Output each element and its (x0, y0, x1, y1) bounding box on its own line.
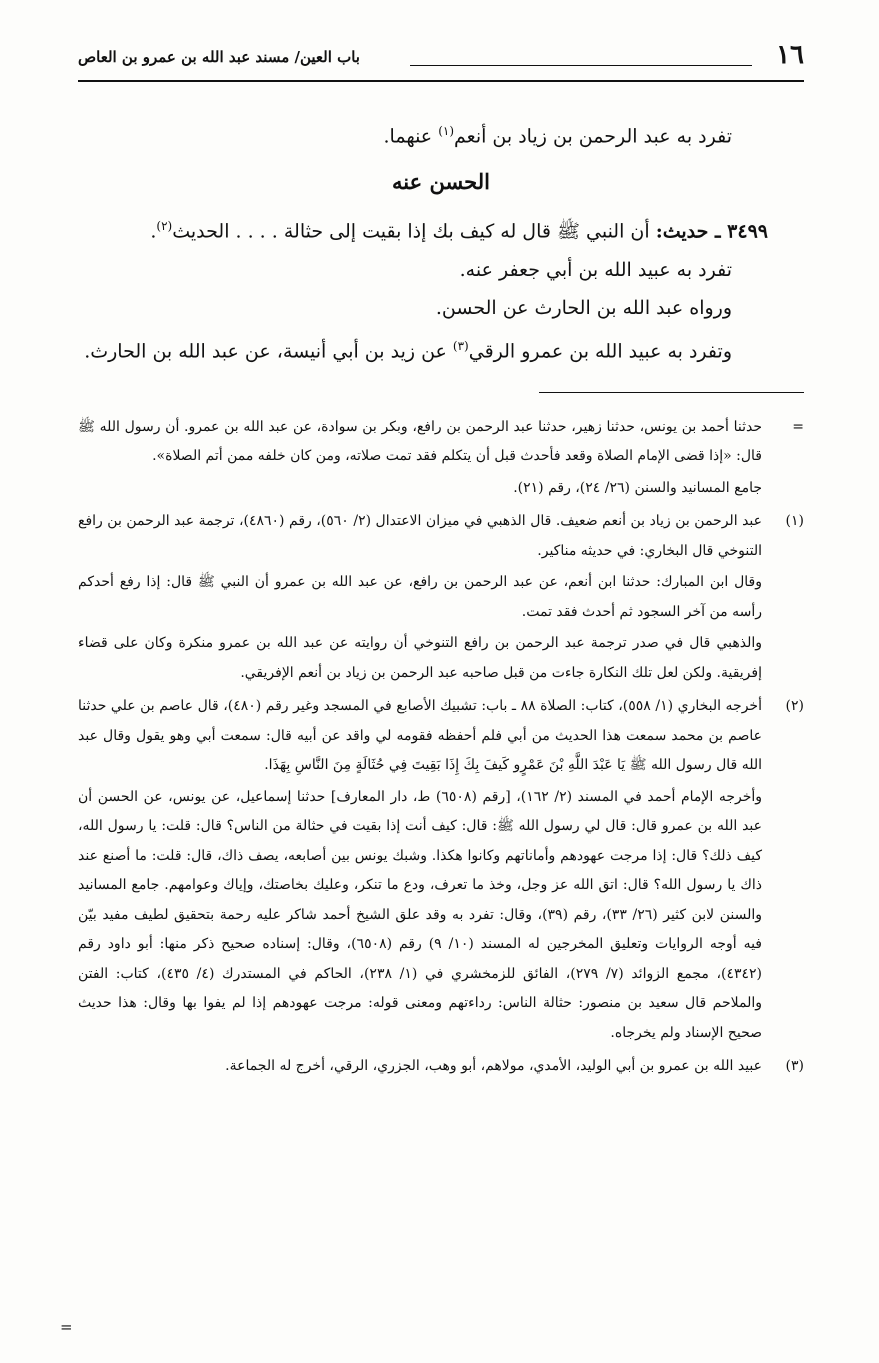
page-header (78, 40, 804, 82)
footnote-mark: (١) (785, 513, 804, 530)
hadith-entry: ٣٤٩٩ ـ حديث: أن النبي ﷺ قال له كيف بك إذا بقيت إلى حثالة . . . . الحديث$^{(٢)}$. (150, 219, 768, 243)
footnote-ref: (٣) (452, 338, 469, 353)
footnote (78, 507, 804, 688)
hadith-number: ٣٤٩٩ ـ حديث: (655, 220, 768, 243)
footnote-paragraph: وقال ابن المبارك: حدثنا ابن أنعم، عن عبد الرحمن بن رافع، عن عبد الله بن عمرو أن النبي ﷺ قال: إذا رفع أحدكم رأسه من آخر السجود ثم أحدث فقد تمت. (78, 574, 762, 620)
footnote-ref: (١) (438, 124, 455, 138)
footnote-mark: = (792, 418, 804, 435)
footnote-paragraph: عبد الرحمن بن زياد بن أنعم ضعيف. قال الذهبي في ميزان الاعتدال (٢/ ٥٦٠)، رقم (٤٨٦٠)، ترجمة عبد الرحمن بن رافع التنوخي قال البخاري: في حديثه مناكير. (78, 513, 763, 559)
footnote-mark: (٢) (785, 698, 804, 715)
footnote-paragraph: جامع المسانيد والسنن (٢٦/ ٢٤)، رقم (٢١). (513, 479, 762, 496)
running-title: باب العين/ مسند عبد الله بن عمرو بن العاص (78, 48, 360, 66)
footnote-paragraph: حدثنا أحمد بن يونس، حدثنا زهير، حدثنا عبد الرحمن بن رافع، وبكر بن سوادة، عن عبد الله بن عمرو. أن رسول الله ﷺ قال: «إذا قضى الإمام الصلاة وقعد فأحدث قبل أن يتكلم فقد تمت صلاته، ومن كان خلفه ممن أتم الصلاة». (78, 418, 762, 465)
footnote-paragraph: أخرجه البخاري (١/ ٥٥٨)، كتاب: الصلاة ٨٨ ـ باب: تشبيك الأصابع في المسجد وغير رقم (٤٨٠)، قال عاصم بن علي حدثنا عاصم بن محمد سمعت هذا الحديث من أبي فلم أحفظه فقومه لي واقد عن أبيه قال: سمعت أبي وهو يقول وقال عبد الله قال رسول الله ﷺ يَا عَبْدَ اللَّهِ بْنَ عَمْرٍو كَيفَ بِكَ إِذَا بَقِيتَ فِي حُثَالَةٍ مِنَ النَّاسِ بِهَذَا. (78, 698, 762, 774)
header-rule (410, 65, 752, 66)
text-line: وتفرد به عبيد الله بن عمرو الرقي$^{(٣)}$ عن زيد بن أبي أنيسة، عن عبد الله بن الحارث. (84, 338, 732, 362)
footnote (78, 1052, 804, 1082)
footnote-paragraph: والذهبي قال في صدر ترجمة عبد الرحمن بن رافع التنوخي أن روايته عن عبد الله بن عمرو منكرة وكان على قضاء إفريقية. ولكن لعل تلك النكارة جاءت من قبل صاحبه عبد الرحمن بن زياد بن أنعم الإفريقي. (78, 635, 762, 681)
continuation-mark: = (60, 1318, 73, 1336)
footnote-paragraph: عبيد الله بن عمرو بن أبي الوليد، الأمدي، مولاهم، أبو وهب، الجزري، الرقي، أخرج له الجماعة. (225, 1058, 762, 1075)
footnote-separator (539, 392, 804, 393)
footnotes (78, 413, 804, 1082)
main-text (78, 112, 804, 370)
footnote (78, 692, 804, 1048)
book-page (78, 40, 804, 1086)
text-line: ورواه عبد الله بن الحارث عن الحسن. (435, 296, 732, 319)
footnote (78, 413, 804, 504)
text-line: تفرد به عبيد الله بن أبي جعفر عنه. (459, 258, 732, 281)
footnote-paragraph: وأخرجه الإمام أحمد في المسند (٢/ ١٦٢)، [رقم (٦٥٠٨) ط، دار المعارف] حدثنا إسماعيل، عن يونس، عن الحسن أن عبد الله بن عمرو قال: قال لي رسول الله ﷺ: قال: كيف أنت إذا بقيت في حثالة من الناس؟ قال: قلت: يا رسول الله، كيف ذلك؟ قال: إذا مرجت عهودهم وأماناتهم وكانوا هكذا. وشبك يونس بين أصابعه، يصف ذاك، قال: قلت: ما أصنع عند ذاك يا رسول الله؟ قال: اتق الله عز وجل، وخذ ما تعرف، ودع ما تنكر، وعليك بخاصتك، وإياك وعوامهم. جامع المسانيد والسنن لابن كثير (٢٦/ ٣٣)، رقم (٣٩)، وقال: تفرد به وقد علق الشيخ أحمد شاكر عليه رحمة بتحقيق لطيف مفيد بيّن فيه أوجه الروايات وتعليق المخرجين له المسند (١٠/ ٩) رقم (٦٥٠٨)، وقال: إسناده صحيح ذكر منها: أبو داود رقم (٤٣٤٢)، مجمع الزوائد (٧/ ٢٧٩)، الفائق للزمخشري في (١/ ٢٣٨)، الحاكم في المستدرك (٤/ ٤٣٥)، كتاب: الفتن والملاحم قال سعيد بن منصور: حثالة الناس: رداءتهم ومعنى قوله: مرجت عهودهم إذا لم يفوا بها وقال: هذا حديث صحيح الإسناد ولم يخرجاه. (78, 788, 763, 1041)
section-heading: الحسن عنه (392, 169, 490, 195)
footnote-mark: (٣) (785, 1058, 804, 1075)
page-number: ١٦ (776, 40, 804, 70)
text-line: تفرد به عبد الرحمن بن زياد بن أنعم$^{(١)}$ عنهما. (383, 124, 732, 148)
footnote-ref: (٢) (156, 219, 173, 234)
